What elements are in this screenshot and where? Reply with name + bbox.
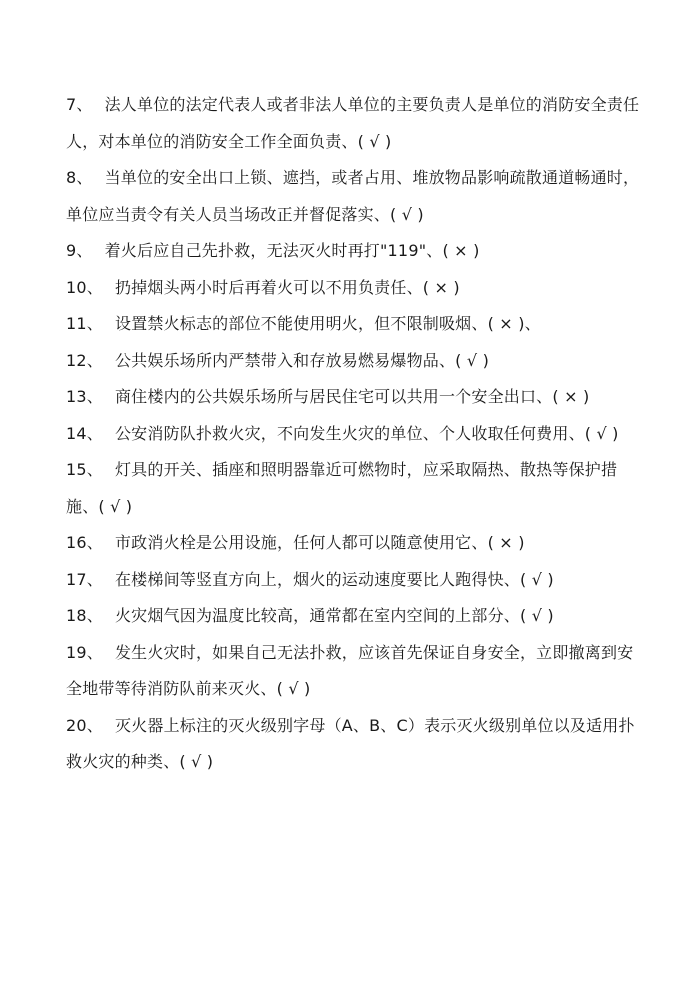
list-item [66,708,646,781]
item-text: 灯具的开关、插座和照明器靠近可燃物时，应采取隔热、散热等保护措施、( √ ) [66,460,618,516]
list-item [66,87,646,160]
item-number: 15、 [66,460,103,479]
list-item [66,635,646,708]
list-item [66,306,646,343]
item-number: 10、 [66,277,103,297]
item-number: 13、 [66,387,103,406]
item-text: 当单位的安全出口上锁、遮挡，或者占用、堆放物品影响疏散通道畅通时，单位应当责令有关人员当场改正并督促落实、( √ ) [66,168,640,224]
list-item [66,452,646,525]
item-number: 16、 [66,533,103,552]
list-item [66,562,646,599]
list-item [66,343,646,380]
item-number: 14、 [66,423,103,443]
item-text: 发生火灾时，如果自己无法扑救，应该首先保证自身安全，立即撤离到安全地带等待消防队前来灭火、( √ ) [66,642,634,698]
item-text: 着火后应自己先扑救，无法灭火时再打"119"、( × ) [104,241,480,260]
list-item [66,416,646,453]
list-item [66,233,646,270]
item-number: 20、 [66,715,103,735]
item-text: 公共娱乐场所内严禁带入和存放易燃易爆物品、( √ ) [114,350,490,370]
item-text: 市政消火栓是公用设施，任何人都可以随意使用它、( × ) [114,533,525,552]
item-number: 18、 [66,606,103,625]
item-number: 9、 [66,241,93,260]
question-list [66,87,646,781]
item-text: 在楼梯间等竖直方向上，烟火的运动速度要比人跑得快、( √ ) [114,569,554,589]
list-item [66,379,646,416]
list-item [66,160,646,233]
item-number: 19、 [66,642,103,662]
list-item [66,525,646,562]
item-number: 12、 [66,350,103,370]
item-number: 11、 [66,314,103,333]
list-item [66,270,646,307]
item-number: 7、 [66,95,93,114]
item-number: 17、 [66,569,103,589]
item-text: 法人单位的法定代表人或者非法人单位的主要负责人是单位的消防安全责任人，对本单位的消防安全工作全面负责、( √ ) [66,95,640,151]
item-text: 灭火器上标注的灭火级别字母（A、B、C）表示灭火级别单位以及适用扑救火灾的种类、( √ ) [66,715,635,771]
item-text: 设置禁火标志的部位不能使用明火，但不限制吸烟、( × )、 [114,314,541,333]
item-text: 商住楼内的公共娱乐场所与居民住宅可以共用一个安全出口、( × ) [114,387,590,406]
item-number: 8、 [66,168,93,187]
item-text: 火灾烟气因为温度比较高，通常都在室内空间的上部分、( √ ) [114,606,554,625]
list-item [66,598,646,635]
item-text: 扔掉烟头两小时后再着火可以不用负责任、( × ) [114,277,460,297]
item-text: 公安消防队扑救火灾，不向发生火灾的单位、个人收取任何费用、( √ ) [114,423,619,443]
